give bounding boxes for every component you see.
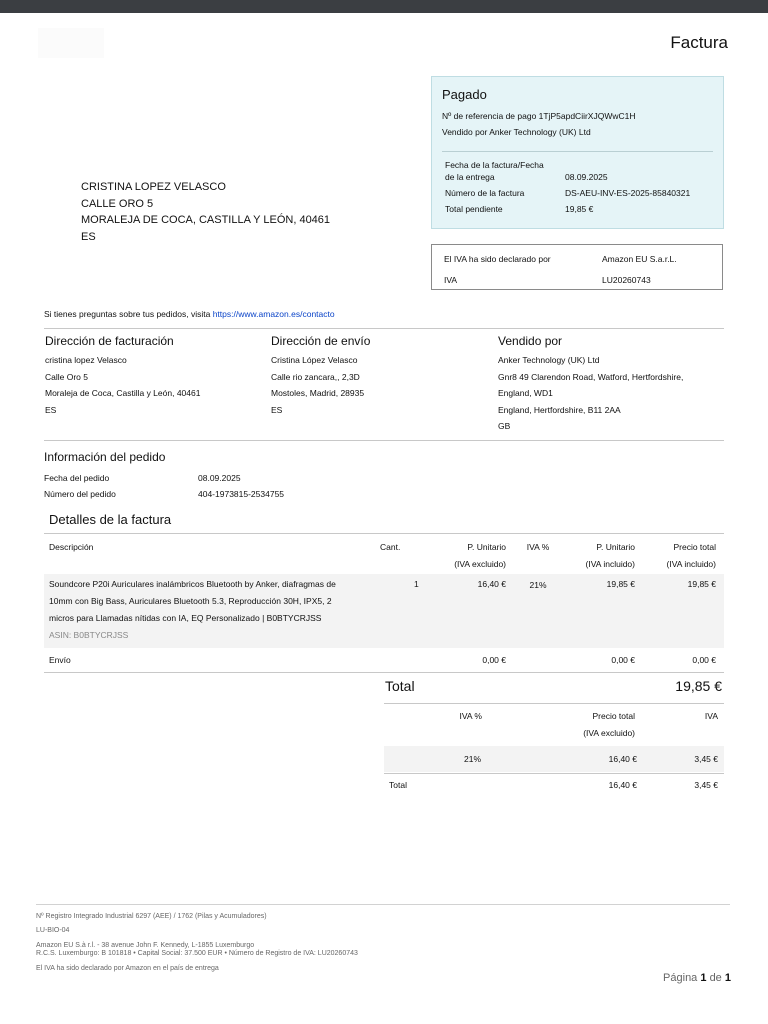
vat-number: LU20260743: [602, 275, 651, 285]
invoice-number-row: [442, 185, 713, 201]
payment-status: Pagado: [442, 87, 487, 102]
item-description: Soundcore P20i Auriculares inalámbricos Bluetooth by Anker, diafragmas de 10mm con Big Bass, Auriculares Bluetooth 5.3, Reproducción 30H, IPX5, 2 micros para Llamadas nítidas con IA, EQ Personalizado | B0BTYCRJSS ASIN: B0BTYCRJSS: [49, 576, 381, 644]
footer-bio: LU-BIO-04: [36, 927, 70, 934]
recipient-country: ES: [81, 230, 96, 243]
item-qty: 1: [414, 579, 419, 589]
footer-company: Amazon EU S.à r.l. - 38 avenue John F. Kennedy, L-1855 Luxemburgo: [36, 942, 255, 949]
item-unit-incl: 19,85 €: [606, 579, 635, 589]
shipping-line: ES: [271, 404, 283, 415]
invoice-date: 08.09.2025: [565, 172, 608, 182]
col-vat-pct: IVA %: [526, 542, 550, 552]
col-unit-price-excl: P. Unitario (IVA excluido): [454, 542, 506, 569]
footer-registry: Nº Registro Integrado Industrial 6297 (AEE) / 1762 (Pilas y Acumuladores): [36, 913, 267, 920]
vat-summary-col-vat: IVA: [704, 711, 718, 721]
divider: [44, 328, 724, 329]
seller-address: [498, 334, 683, 435]
vat-summary-total-label: Total: [389, 780, 407, 790]
invoice-number: DS-AEU-INV-ES-2025-85840321: [565, 188, 691, 198]
vat-declaration-box: [431, 244, 723, 290]
vat-summary-col-pct: IVA %: [459, 711, 482, 721]
recipient-name: CRISTINA LOPEZ VELASCO: [81, 181, 226, 193]
recipient-street: CALLE ORO 5: [81, 197, 154, 210]
order-date-row: [44, 473, 241, 483]
sold-by-line: Vendido por Anker Technology (UK) Ltd: [442, 127, 591, 137]
item-total: 19,85 €: [687, 579, 716, 589]
payment-summary-box: [431, 76, 724, 229]
vat-summary-vat: 3,45 €: [694, 754, 718, 764]
grand-total-label: Total: [385, 678, 415, 694]
vat-label: IVA: [444, 275, 458, 285]
contact-link[interactable]: https://www.amazon.es/contacto: [212, 309, 335, 319]
seller-title: Vendido por: [498, 334, 563, 348]
top-bar: [0, 0, 768, 13]
order-date: 08.09.2025: [198, 473, 241, 483]
divider: [44, 440, 724, 441]
shipping-title: Dirección de envío: [271, 334, 371, 348]
invoice-date-label: Fecha de la factura/Fecha: [445, 160, 544, 170]
seller-line: GB: [498, 421, 511, 431]
shipping-label: Envío: [49, 655, 71, 665]
col-description: Descripción: [49, 542, 94, 552]
footer-vat-note: El IVA ha sido declarado por Amazon en el país de entrega: [36, 965, 219, 972]
invoice-date-label-2: de la entrega: [445, 172, 495, 182]
order-number-label: Número del pedido: [44, 489, 116, 499]
billing-title: Dirección de facturación: [45, 334, 174, 348]
footer-divider: [36, 904, 730, 905]
invoice-number-label: Número de la factura: [445, 188, 525, 198]
page-number: Página 1 de 1: [663, 972, 731, 984]
vat-summary-total: 16,40 €: [608, 754, 637, 764]
outstanding-row: [442, 201, 713, 217]
item-asin: ASIN: B0BTYCRJSS: [49, 630, 129, 640]
seller-line: Anker Technology (UK) Ltd: [498, 355, 600, 365]
shipping-unit-incl: 0,00 €: [611, 655, 635, 665]
order-number-row: [44, 489, 284, 499]
col-qty: Cant.: [380, 542, 401, 552]
recipient-city: MORALEJA DE COCA, CASTILLA Y LEÓN, 40461: [81, 214, 331, 226]
item-unit-excl: 16,40 €: [477, 579, 506, 589]
grand-total-value: 19,85 €: [675, 678, 722, 694]
divider: [384, 703, 724, 704]
order-number: 404-1973815-2534755: [198, 489, 285, 499]
divider: [44, 533, 724, 534]
recipient-address: [81, 179, 330, 245]
outstanding-value: 19,85 €: [565, 204, 594, 214]
divider: [384, 773, 724, 774]
vat-declared-by: Amazon EU S.a.r.L.: [602, 254, 677, 264]
invoice-details-title: Detalles de la factura: [49, 512, 172, 527]
order-date-label: Fecha del pedido: [44, 473, 110, 483]
shipping-total: 0,00 €: [692, 655, 716, 665]
vat-summary-pct: 21%: [463, 754, 481, 764]
shipping-address: [271, 334, 370, 418]
footer-registration: R.C.S. Luxemburgo: B 101818 • Capital Social: 37.500 EUR • Número de Registro de IVA: LU20260743: [36, 950, 358, 957]
col-unit-price-incl: P. Unitario (IVA incluido): [585, 542, 635, 569]
divider: [442, 151, 713, 152]
billing-address: [45, 334, 200, 418]
seller-line: England, WD1: [498, 388, 553, 398]
outstanding-label: Total pendiente: [445, 204, 503, 214]
seller-line: Gnr8 49 Clarendon Road, Watford, Hertfordshire,: [498, 371, 684, 382]
divider: [44, 672, 724, 673]
col-total: Precio total (IVA incluido): [666, 542, 716, 569]
vat-summary-total-total: 16,40 €: [608, 780, 637, 790]
billing-line: Calle Oro 5: [45, 371, 88, 382]
document-title: Factura: [670, 33, 728, 52]
vat-declared-row: [444, 249, 712, 270]
logo-placeholder: [38, 28, 104, 58]
vat-number-row: [444, 270, 712, 291]
billing-line: ES: [45, 404, 57, 415]
vat-summary-col-total: Precio total (IVA excluido): [583, 711, 635, 738]
vat-declared-label: El IVA ha sido declarado por: [444, 254, 551, 264]
item-vat-pct: 21%: [529, 580, 547, 590]
billing-line: cristina lopez Velasco: [45, 355, 127, 365]
shipping-line: Cristina López Velasco: [271, 355, 358, 365]
invoice-date-row: [442, 157, 713, 185]
shipping-line: Calle rio zancara,, 2,3D: [271, 371, 360, 382]
shipping-line: Mostoles, Madrid, 28935: [271, 388, 365, 398]
shipping-unit-excl: 0,00 €: [482, 655, 506, 665]
payment-reference: Nº de referencia de pago 1TjP5apdCiirXJQWwC1H: [442, 111, 636, 121]
help-line: [44, 309, 335, 319]
order-info-title: Información del pedido: [44, 450, 166, 464]
billing-line: Moraleja de Coca, Castilla y León, 40461: [45, 388, 201, 398]
seller-line: England, Hertfordshire, B11 2AA: [498, 404, 621, 415]
help-text: Si tienes preguntas sobre tus pedidos, visita: [44, 309, 211, 319]
vat-summary-total-vat: 3,45 €: [694, 780, 718, 790]
